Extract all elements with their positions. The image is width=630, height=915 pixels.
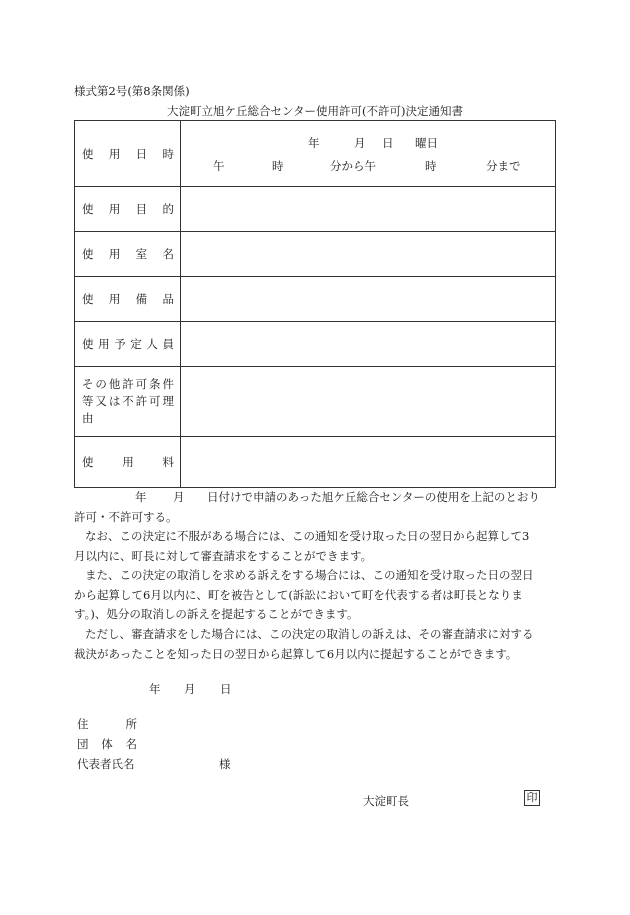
dt-start-hour: 時: [272, 159, 284, 173]
value-expected-people: [181, 322, 556, 367]
date-year: 年: [149, 682, 161, 696]
label-expected-people: 使 用 予 定 人 員: [75, 322, 181, 367]
body-p1-rest: 日付けで申請のあった旭ケ丘総合センターの使用を上記のとおり: [207, 490, 540, 504]
issuer-name: 大淀町長: [363, 794, 409, 808]
usage-table: [74, 120, 556, 488]
dt-end-hour: 時: [425, 159, 437, 173]
label-conditions-reason: そ の 他 許 可 条 件 等 又 は 不 許 可 理 由: [75, 367, 181, 437]
body-p1-month: 月: [173, 490, 185, 504]
body-paragraph-3: また、この決定の取消しを求める訴えをする場合には、この通知を受け取った日の翌日 から起算して6月以内に、町を被告として(訴訟において町を代表する者は町長となりま す。)、処分の取消しの訴えを提起することができます。: [74, 568, 534, 621]
body-p1-year: 年: [135, 490, 147, 504]
recipient-group-label: 団 体 名: [77, 737, 137, 751]
body-paragraph-2: なお、この決定に不服がある場合には、この通知を受け取った日の翌日から起算して3 月以内に、町長に対して審査請求をすることができます。: [74, 529, 530, 563]
value-conditions-reason: [181, 367, 556, 437]
recipient-address-label: 住 所: [77, 717, 137, 731]
label-usage-datetime: 使 用 日 時: [75, 121, 181, 187]
dt-day-unit: 日: [382, 136, 394, 150]
label-room-name: 使 用 室 名: [75, 232, 181, 277]
label-usage-fee: 使 用 料: [75, 437, 181, 488]
date-day: 日: [220, 682, 232, 696]
dt-start-ampm: 午: [213, 159, 225, 173]
value-usage-fee: [181, 437, 556, 488]
value-usage-purpose: [181, 187, 556, 232]
dt-month-unit: 月: [354, 136, 366, 150]
value-room-name: [181, 232, 556, 277]
date-month: 月: [184, 682, 196, 696]
recipient-honorific: 様: [219, 757, 231, 771]
label-usage-purpose: 使 用 目 的: [75, 187, 181, 232]
dt-start-min-end-ampm: 分から午: [330, 159, 376, 173]
document-title: 大淀町立旭ケ丘総合センター使用許可(不許可)決定通知書: [166, 104, 463, 118]
recipient-rep-label: 代表者氏名: [77, 757, 135, 771]
body-p1-line2: 許可・不許可する。: [74, 510, 178, 524]
dt-end-min: 分まで: [486, 159, 521, 173]
seal-mark: [524, 790, 540, 806]
seal-icon: 印: [524, 790, 540, 806]
body-paragraph-4: ただし、審査請求をした場合には、この決定の取消しの訴えは、その審査請求に対する 裁決があったことを知った日の翌日から起算して6月以内に提起することができます。: [74, 627, 534, 661]
dt-year-unit: 年: [308, 136, 320, 150]
label-equipment: 使 用 備 品: [75, 277, 181, 322]
value-usage-datetime: [181, 121, 556, 187]
value-equipment: [181, 277, 556, 322]
form-number: 様式第2号(第8条関係): [74, 84, 190, 98]
dt-weekday-unit: 曜日: [415, 136, 438, 150]
